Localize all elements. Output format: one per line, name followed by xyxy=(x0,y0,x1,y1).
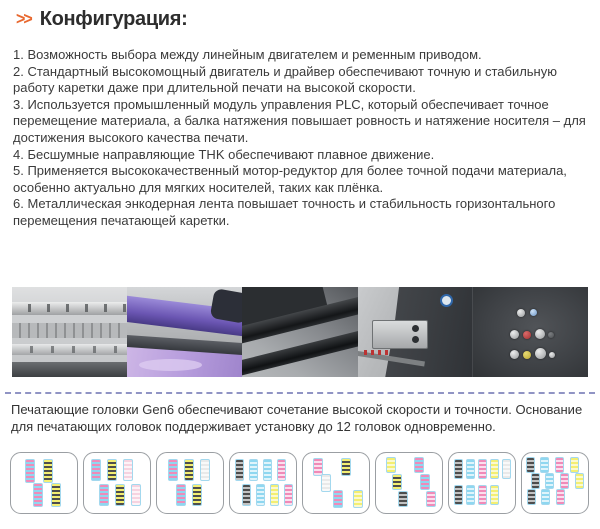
blue-button-icon xyxy=(530,309,537,316)
printhead-y xyxy=(386,457,396,473)
printhead-y xyxy=(490,485,499,505)
section-header xyxy=(16,8,188,31)
printhead-m xyxy=(478,459,487,479)
printhead-y xyxy=(353,490,363,508)
dashed-separator xyxy=(5,392,595,394)
printhead-card xyxy=(156,452,224,514)
gearbox-unit xyxy=(372,320,428,349)
printhead-cm xyxy=(333,490,343,508)
printhead-cm xyxy=(25,459,35,483)
printhead-m xyxy=(560,473,569,489)
machine-photo-strip xyxy=(12,287,588,377)
printhead-k xyxy=(235,459,244,481)
printhead-white xyxy=(200,459,210,481)
feature-item-4: 4. Бесшумные направляющие THK обеспечивают плавное движение. xyxy=(13,146,435,162)
printhead-k xyxy=(398,491,408,507)
printhead-card xyxy=(229,452,297,514)
printhead-cm xyxy=(33,483,43,507)
gearbox-knob xyxy=(412,336,419,343)
printhead-pale xyxy=(131,484,141,506)
gen6-text: Печатающие головки Gen6 обеспечивают сочетание высокой скорости и точности. Основание для печатающих головок поддерживает установку до 12 головок одновременно. xyxy=(11,402,583,434)
dark-button-icon xyxy=(548,332,554,338)
rail-base xyxy=(12,362,127,377)
silver-button-icon xyxy=(517,309,525,317)
silver-button-icon xyxy=(535,348,546,359)
printhead-cm xyxy=(420,474,430,490)
red-button-icon xyxy=(523,331,531,339)
printhead-pale xyxy=(123,459,133,481)
printhead-c xyxy=(545,473,554,489)
printhead-card xyxy=(83,452,151,514)
printhead-k xyxy=(242,484,251,506)
feature-item-1: 1. Возможность выбора между линейным двигателем и ременным приводом. xyxy=(13,47,482,62)
printhead-card xyxy=(521,452,589,514)
printhead-yk xyxy=(192,484,202,506)
printhead-card xyxy=(10,452,78,514)
yellow-button-icon xyxy=(523,351,531,359)
roller-end-cap xyxy=(210,288,242,324)
double-chevron-icon: >> xyxy=(16,9,31,29)
encoder-strip xyxy=(12,323,127,338)
printhead-c xyxy=(541,489,550,505)
printhead-k xyxy=(531,473,540,489)
media-highlight xyxy=(139,359,202,371)
printhead-y xyxy=(575,473,584,489)
indicator-lights xyxy=(364,350,390,355)
blue-label-sticker xyxy=(440,294,453,307)
silver-button-icon xyxy=(535,329,545,339)
feed-motor-gearbox-photo xyxy=(358,287,473,377)
purple-media-roller-photo xyxy=(127,287,242,377)
black-rollers-photo xyxy=(242,287,357,377)
printhead-m xyxy=(277,459,286,481)
feature-item-6: 6. Металлическая энкодерная лента повышает точность и стабильность горизонтального перемещения печатающей каретки. xyxy=(13,196,556,228)
printhead-cm xyxy=(168,459,178,481)
printhead-white xyxy=(321,474,331,492)
printhead-k xyxy=(454,459,463,479)
printhead-k xyxy=(527,489,536,505)
printhead-c xyxy=(466,459,475,479)
feature-item-2: 2. Стандартный высокомощный двигатель и драйвер обеспечивают точную и стабильную работу каретки даже при длительной печати на высокой скорости. xyxy=(13,63,557,96)
encoder-rail-photo xyxy=(12,287,127,377)
printhead-yk xyxy=(51,483,61,507)
printhead-k xyxy=(454,485,463,505)
printhead-card xyxy=(302,452,370,514)
printhead-yk xyxy=(392,474,402,490)
printhead-m xyxy=(478,485,487,505)
silver-button-icon xyxy=(510,330,519,339)
printhead-cm xyxy=(176,484,186,506)
printhead-cards-row xyxy=(10,452,589,514)
printhead-m xyxy=(426,491,436,507)
printhead-c xyxy=(256,484,265,506)
rail-bolts-lower xyxy=(12,346,127,353)
rail-bolts xyxy=(12,304,127,312)
feature-item-5: 5. Применяется высококачественный мотор-редуктор для более точной подачи материала, особенно актуально для мягких носителей, таких как плёнка. xyxy=(13,163,567,195)
printhead-y xyxy=(490,459,499,479)
printhead-yk xyxy=(107,459,117,481)
printhead-cm xyxy=(91,459,101,481)
printhead-m xyxy=(555,457,564,473)
printhead-c xyxy=(263,459,272,481)
printhead-cm xyxy=(414,457,424,473)
printhead-yk xyxy=(341,458,351,476)
printhead-y xyxy=(270,484,279,506)
gearbox-knob xyxy=(412,325,419,332)
printhead-yk xyxy=(184,459,194,481)
printhead-c xyxy=(249,459,258,481)
feature-item-3: 3. Используется промышленный модуль управления PLC, который обеспечивает точное перемещение материала, а балка натяжения повышает ровность и натяжение носителя – для достижения высокого качества печати. xyxy=(13,96,586,145)
printhead-cm xyxy=(99,484,109,506)
printhead-yk xyxy=(43,459,53,483)
printhead-card xyxy=(448,452,516,514)
printhead-k xyxy=(526,457,535,473)
printhead-yk xyxy=(115,484,125,506)
control-buttons-panel-photo xyxy=(473,287,588,377)
silver-button-icon xyxy=(510,350,519,359)
gen6-description xyxy=(11,401,591,435)
printhead-m xyxy=(556,489,565,505)
printhead-y xyxy=(570,457,579,473)
page-title: Конфигурация: xyxy=(39,8,188,30)
printhead-card xyxy=(375,452,443,514)
printhead-c xyxy=(540,457,549,473)
printhead-m xyxy=(284,484,293,506)
silver-button-icon xyxy=(549,352,555,358)
printhead-c xyxy=(466,485,475,505)
printhead-white xyxy=(502,459,511,479)
feature-list xyxy=(13,47,591,230)
